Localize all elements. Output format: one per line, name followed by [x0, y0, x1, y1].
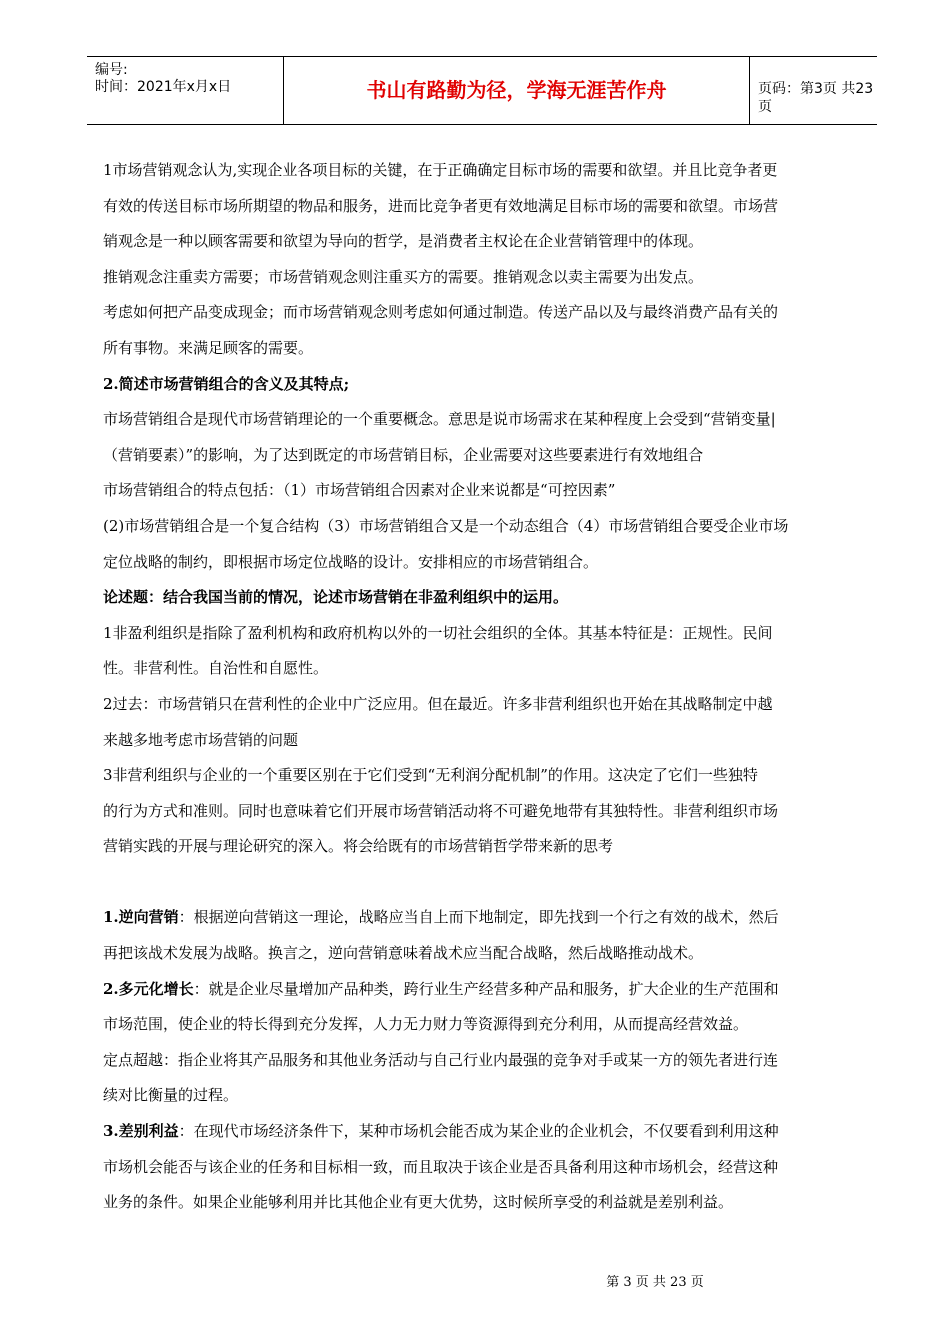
blank-line	[103, 865, 863, 901]
paragraph-line: 定位战略的制约，即根据市场定位战略的设计。安排相应的市场营销组合。	[103, 552, 599, 571]
paragraph-line: 再把该战术发展为战略。换言之，逆向营销意味着战术应当配合战略，然后战略推动战术。	[103, 944, 704, 963]
header-motto-cell	[284, 57, 750, 124]
paragraph-line: 的行为方式和准则。同时也意味着它们开展市场营销活动将不可避免地带有其独特性。非营利组织市场	[103, 801, 779, 820]
page-header	[87, 56, 877, 125]
page-footer	[0, 1271, 950, 1290]
page-info: 页码：第3页 共23页	[758, 81, 874, 115]
paragraph-line: 市场营销组合是现代市场营销理论的一个重要概念。意思是说市场需求在某种程度上会受到“营销变量|	[103, 410, 776, 429]
paragraph-line: 所有事物。来满足顾客的需要。	[103, 338, 314, 357]
paragraph-line: 市场机会能否与该企业的任务和目标相一致，而且取决于该企业是否具备利用这种市场机会，经营这种	[103, 1157, 779, 1176]
paragraph-line: 有效的传送目标市场所期望的物品和服务，进而比竞争者更有效地满足目标市场的需要和欲望。市场营	[103, 196, 779, 215]
paragraph-line: 1非盈利组织是指除了盈利机构和政府机构以外的一切社会组织的全体。其基本特征是：正规性。民间	[103, 623, 773, 642]
term-title: 3.差别利益	[103, 1122, 179, 1141]
paragraph-line: 考虑如何把产品变成现金；而市场营销观念则考虑如何通过制造。传送产品以及与最终消费产品有关的	[103, 303, 779, 322]
paragraph-line: （营销要素）”的影响，为了达到既定的市场营销目标，企业需要对这些要素进行有效地组合	[103, 445, 704, 464]
term-line: 3.差别利益：在现代市场经济条件下，某种市场机会能否成为某企业的企业机会，不仅要看到利用这种	[103, 1122, 779, 1141]
paragraph-line: 续对比衡量的过程。	[103, 1086, 239, 1105]
header-right-cell	[750, 57, 877, 124]
paragraph-line: 市场范围，使企业的特长得到充分发挥，人力无力财力等资源得到充分利用，从而提高经营效益。	[103, 1015, 749, 1034]
paragraph-line: 推销观念注重卖方需要；市场营销观念则注重买方的需要。推销观念以卖主需要为出发点。	[103, 267, 704, 286]
term-title: 2.多元化增长	[103, 979, 194, 998]
serial-label: 编号:	[95, 62, 128, 78]
section-heading: 2.简述市场营销组合的含义及其特点;	[103, 374, 350, 393]
section-heading: 论述题：结合我国当前的情况，论述市场营销在非盈利组织中的运用。	[103, 588, 569, 607]
paragraph-line: 定点超越：指企业将其产品服务和其他业务活动与自己行业内最强的竞争对手或某一方的领先者进行连	[103, 1050, 779, 1069]
term-title: 1.逆向营销	[103, 908, 179, 927]
paragraph-line: 性。非营利性。自治性和自愿性。	[103, 659, 329, 678]
term-line: 2.多元化增长：就是企业尽量增加产品种类，跨行业生产经营多种产品和服务，扩大企业的生产范围和	[103, 979, 779, 998]
paragraph-line: 销观念是一种以顾客需要和欲望为导向的哲学，是消费者主权论在企业营销管理中的体现。	[103, 232, 704, 251]
paragraph-line: 来越多地考虑市场营销的问题	[103, 730, 299, 749]
paragraph-line: 1市场营销观念认为,实现企业各项目标的关键，在于正确确定目标市场的需要和欲望。并且比竞争者更	[103, 161, 778, 179]
paragraph-line: 业务的条件。如果企业能够利用并比其他企业有更大优势，这时候所享受的利益就是差别利益。	[103, 1193, 734, 1212]
paragraph-line: (2)市场营销组合是一个复合结构（3）市场营销组合又是一个动态组合（4）市场营销组合要受企业市场	[103, 516, 789, 535]
header-left-cell	[87, 57, 284, 124]
document-body	[103, 153, 863, 1221]
footer-page-number: 第 3 页 共 23 页	[606, 1275, 704, 1290]
paragraph-line: 2过去：市场营销只在营利性的企业中广泛应用。但在最近。许多非营利组织也开始在其战略制定中越	[103, 694, 773, 713]
motto: 书山有路勤为径，学海无涯苦作舟	[366, 78, 667, 102]
paragraph-line: 营销实践的开展与理论研究的深入。将会给既有的市场营销哲学带来新的思考	[103, 837, 614, 856]
paragraph-line: 3非营利组织与企业的一个重要区别在于它们受到“无利润分配机制”的作用。这决定了它们一些独特	[103, 766, 758, 785]
time-label: 时间：2021年x月x日	[95, 79, 232, 95]
paragraph-line: 市场营销组合的特点包括：（1）市场营销组合因素对企业来说都是“可控因素”	[103, 481, 616, 500]
term-line: 1.逆向营销：根据逆向营销这一理论，战略应当自上而下地制定，即先找到一个行之有效的战术，然后	[103, 908, 779, 927]
